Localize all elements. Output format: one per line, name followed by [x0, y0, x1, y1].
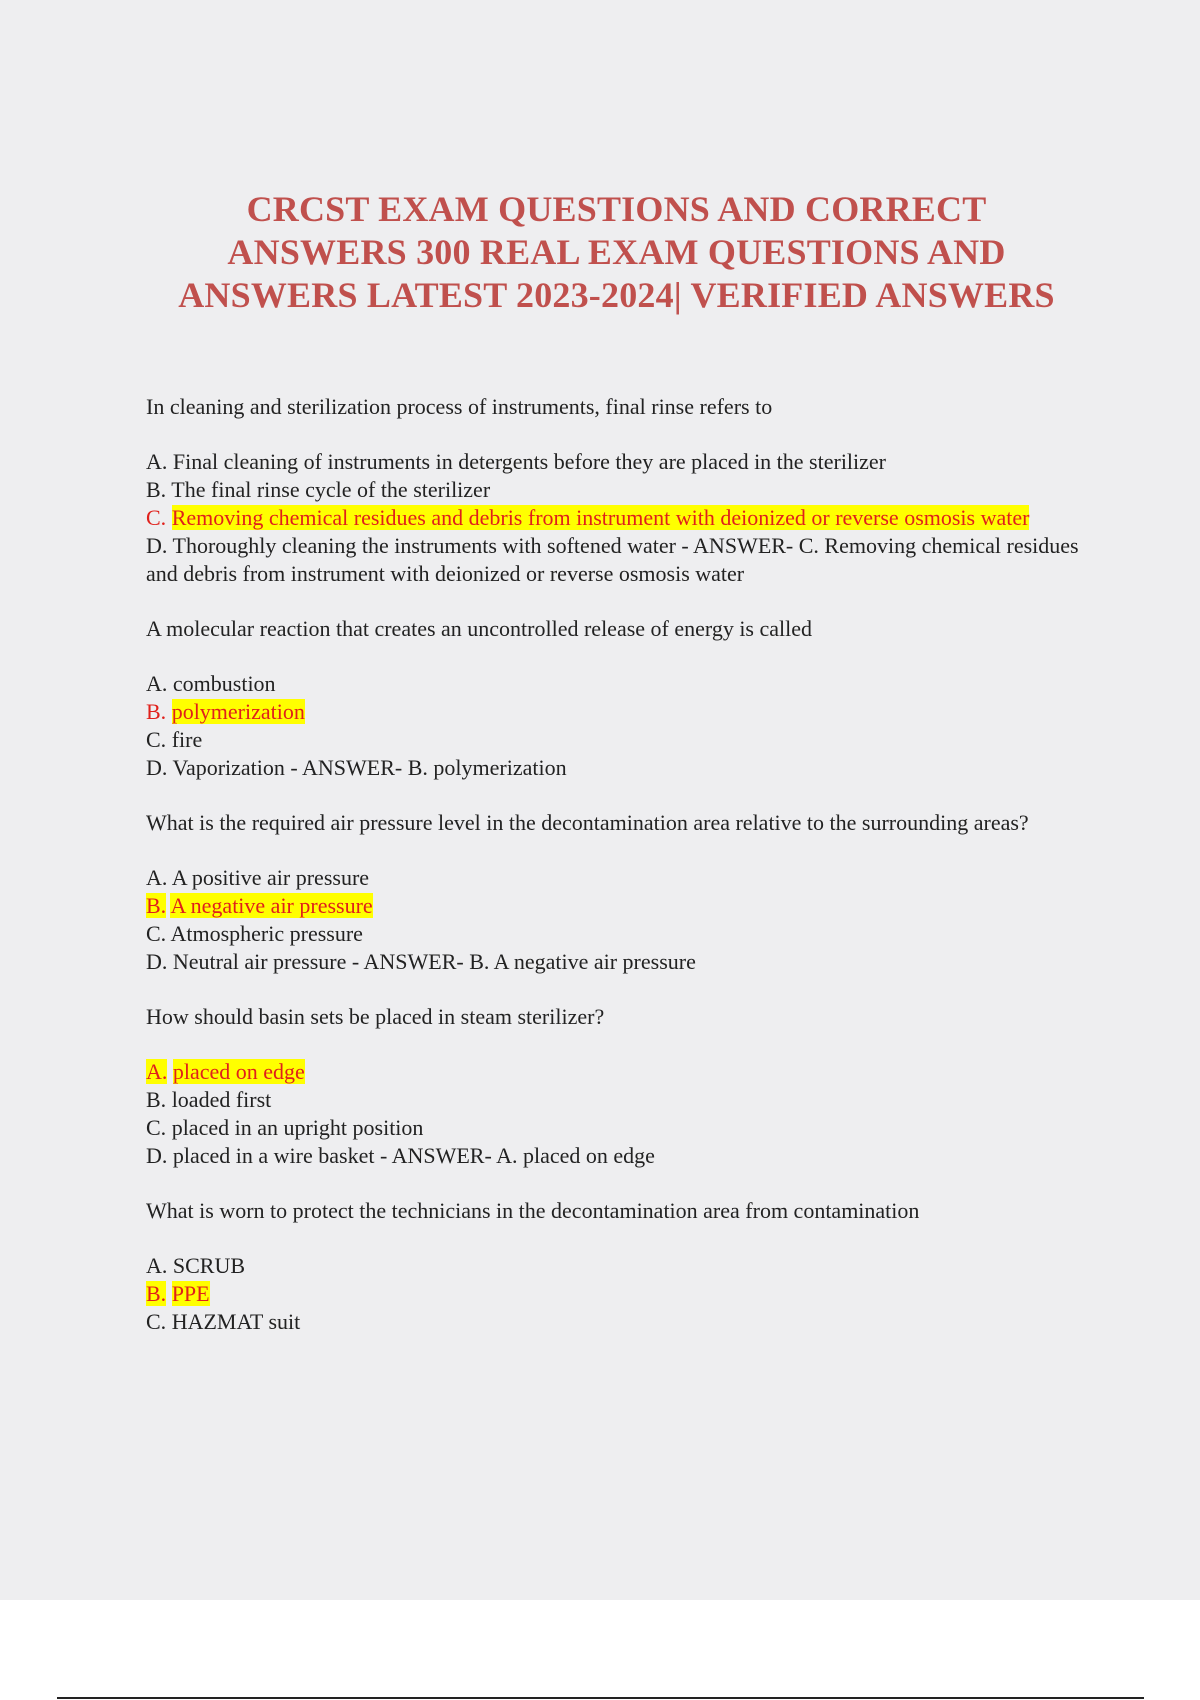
option-text: placed on edge [172, 1059, 305, 1084]
option-letter: D. [146, 533, 168, 558]
option-letter: D. [146, 949, 168, 974]
option-text: HAZMAT suit [171, 1309, 301, 1334]
option-letter: D. [146, 755, 168, 780]
option-text: Atmospheric pressure [170, 921, 363, 946]
option-letter: C. [146, 505, 167, 530]
option-text: The final rinse cycle of the sterilizer [171, 477, 491, 502]
title-line-2: ANSWERS 300 REAL EXAM QUESTIONS AND [227, 232, 1006, 272]
option-letter: D. [146, 1143, 168, 1168]
document-title [130, 188, 1103, 317]
option-letter: B. [146, 699, 167, 724]
option-text: SCRUB [172, 1253, 246, 1278]
option-letter: C. [146, 1309, 167, 1334]
option-letter: A. [146, 1253, 168, 1278]
answer-options [146, 670, 1096, 782]
answer-options [146, 1252, 1096, 1336]
option-text: Neutral air pressure - ANSWER- B. A negative air pressure [172, 949, 696, 974]
answer-options [146, 448, 1096, 588]
option-text: placed in an upright position [171, 1115, 424, 1140]
question-text: In cleaning and sterilization process of instruments, final rinse refers to [146, 394, 773, 419]
title-line-1: CRCST EXAM QUESTIONS AND CORRECT [246, 189, 987, 229]
option-text: fire [171, 727, 203, 752]
correct-answer-option [146, 1058, 1096, 1086]
answer-option [146, 448, 1096, 476]
answer-option [146, 670, 1096, 698]
correct-answer-option [146, 892, 1096, 920]
answer-option [146, 1114, 1096, 1142]
correct-answer-option [146, 698, 1096, 726]
answer-option [146, 476, 1096, 504]
correct-answer-option [146, 504, 1096, 532]
answer-option [146, 726, 1096, 754]
option-text: Removing chemical residues and debris from instrument with deionized or reverse osmosis water [171, 505, 1030, 530]
option-text: PPE [171, 1281, 210, 1306]
option-text: polymerization [171, 699, 305, 724]
option-text: combustion [172, 671, 276, 696]
option-text: Thoroughly cleaning the instruments with softened water - ANSWER- C. Removing chemical residues and debris from instrument with deionized or reverse osmosis water [146, 533, 1079, 586]
answer-option [146, 754, 1096, 782]
answer-option [146, 948, 1096, 976]
option-letter: A. [146, 865, 168, 890]
title-line-3: ANSWERS LATEST 2023-2024| VERIFIED ANSWERS [178, 275, 1055, 315]
answer-option [146, 1252, 1096, 1280]
question-text: What is worn to protect the technicians in the decontamination area from contamination [146, 1198, 920, 1223]
answer-option [146, 1308, 1096, 1336]
option-text: A positive air pressure [171, 865, 370, 890]
option-letter: C. [146, 727, 167, 752]
answer-option [146, 920, 1096, 948]
option-text: A negative air pressure [170, 893, 373, 918]
question-list [146, 393, 1096, 1363]
option-letter: B. [146, 1087, 167, 1112]
footer-divider [57, 1697, 1144, 1699]
answer-option [146, 1086, 1096, 1114]
answer-options [146, 864, 1096, 976]
option-letter: C. [146, 1115, 167, 1140]
answer-options [146, 1058, 1096, 1170]
option-letter: C. [146, 921, 167, 946]
option-letter: B. [146, 477, 167, 502]
option-text: loaded first [171, 1087, 272, 1112]
option-letter: B. [146, 1281, 167, 1306]
option-text: Vaporization - ANSWER- B. polymerization [172, 755, 567, 780]
option-letter: A. [146, 671, 168, 696]
option-letter: A. [146, 449, 168, 474]
question-text: What is the required air pressure level in the decontamination area relative to the surrounding areas? [146, 810, 1029, 835]
option-text: placed in a wire basket - ANSWER- A. placed on edge [172, 1143, 655, 1168]
answer-option [146, 1142, 1096, 1170]
correct-answer-option [146, 1280, 1096, 1308]
option-text: Final cleaning of instruments in detergents before they are placed in the sterilizer [172, 449, 887, 474]
answer-option [146, 864, 1096, 892]
question-text: How should basin sets be placed in steam sterilizer? [146, 1004, 605, 1029]
answer-option [146, 532, 1096, 588]
option-letter: B. [146, 893, 167, 918]
question-text: A molecular reaction that creates an uncontrolled release of energy is called [146, 616, 813, 641]
option-letter: A. [146, 1059, 168, 1084]
